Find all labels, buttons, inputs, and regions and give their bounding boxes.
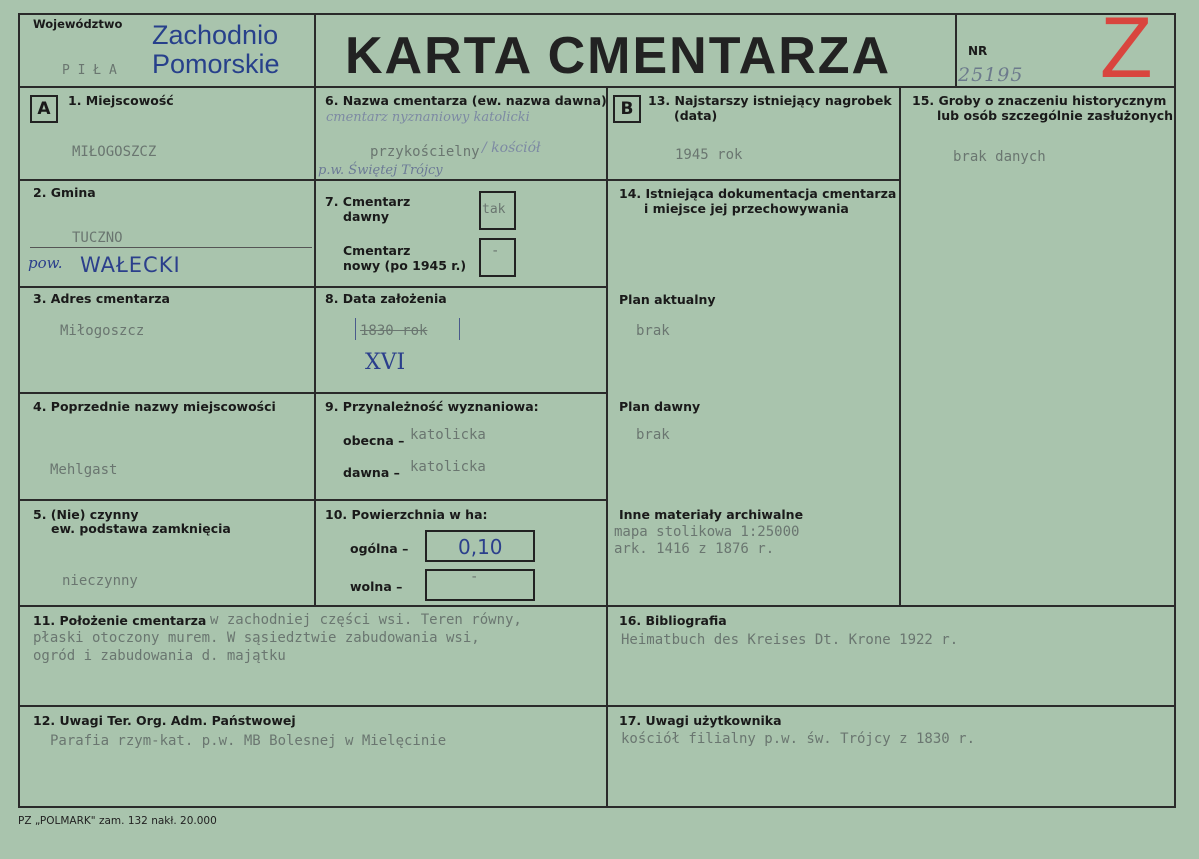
frame-right	[1174, 13, 1176, 808]
f6-hand-3: p.w. Świętej Trójcy	[318, 163, 443, 178]
f12-label: 12. Uwagi Ter. Org. Adm. Państwowej	[33, 713, 296, 728]
print-footer: PZ „POLMARK" zam. 132 nakł. 20.000	[18, 815, 217, 827]
f10-label: 10. Powierzchnia w ha:	[325, 507, 488, 522]
row-h3	[18, 392, 608, 394]
wojewodztwo-label: Województwo	[33, 17, 123, 31]
f16-value: Heimatbuch des Kreises Dt. Krone 1922 r.	[621, 632, 959, 648]
f13-value: 1945 rok	[675, 147, 743, 163]
f9-label: 9. Przynależność wyznaniowa:	[325, 399, 539, 414]
header-v1	[314, 13, 316, 88]
wojewodztwo-typed: P I Ł A	[62, 63, 117, 78]
frame-left	[18, 13, 20, 808]
f9-dawna-value: katolicka	[410, 459, 486, 475]
row-h2	[18, 286, 608, 288]
f11-label: 11. Położenie cmentarza	[33, 613, 207, 628]
f4-value: Mehlgast	[50, 462, 118, 478]
f9-obecna-label: obecna –	[343, 433, 405, 448]
f3-label: 3. Adres cmentarza	[33, 291, 170, 306]
f7-nowy-label-1: Cmentarz	[343, 243, 411, 258]
wojewodztwo-stamp-line2: Pomorskie	[152, 49, 280, 79]
f14-plan-daw-label: Plan dawny	[619, 399, 701, 414]
nr-label: NR	[968, 44, 988, 58]
frame-top	[18, 13, 1176, 15]
f10-ogolna-label: ogólna –	[350, 541, 409, 556]
f14-plan-akt-value: brak	[636, 323, 670, 339]
f5-value: nieczynny	[62, 573, 138, 589]
f5-label-1: 5. (Nie) czynny	[33, 507, 139, 522]
wojewodztwo-stamp-line1: Zachodnio	[152, 20, 279, 50]
f7-label-1: 7. Cmentarz	[325, 194, 411, 209]
col-v2	[606, 86, 608, 807]
gmina-underline	[30, 247, 312, 248]
f2-value: TUCZNO	[72, 230, 123, 246]
f12-value: Parafia rzym-kat. p.w. MB Bolesnej w Mielęcinie	[50, 733, 447, 749]
f14-plan-akt-label: Plan aktualny	[619, 292, 716, 307]
f2-pow-prefix: pow.	[28, 254, 63, 272]
f6-hand-2: / kościół	[482, 140, 541, 156]
f13-label-1: 13. Najstarszy istniejący nagrobek	[648, 93, 892, 108]
f6-typed: przykościelny	[370, 144, 480, 160]
section-a-box: A	[30, 95, 58, 123]
f6-hand-1: cmentarz nyznaniowy katolicki	[326, 110, 530, 125]
f14-inne-line2: ark. 1416 z 1876 r.	[614, 541, 775, 557]
f10-ogolna-value: 0,10	[458, 535, 503, 559]
f10-wolna-box	[425, 569, 535, 601]
f4-label: 4. Poprzednie nazwy miejscowości	[33, 399, 276, 414]
f10-wolna-label: wolna –	[350, 579, 403, 594]
f17-label: 17. Uwagi użytkownika	[619, 713, 782, 728]
f6-label: 6. Nazwa cmentarza (ew. nazwa dawna)	[325, 93, 607, 108]
f17-value: kościół filialny p.w. św. Trójcy z 1830 r.	[621, 731, 976, 747]
f1-label: 1. Miejscowość	[68, 93, 174, 108]
f1-value: MIŁOGOSZCZ	[72, 144, 157, 160]
header-v2	[955, 13, 957, 88]
row-h1	[18, 179, 608, 181]
f11-line2: płaski otoczony murem. W sąsiedztwie zabudowania wsi,	[33, 630, 480, 646]
f2-pow-value: WAŁECKI	[80, 253, 181, 277]
row-h5	[18, 605, 1176, 607]
f5-label-2: ew. podstawa zamknięcia	[51, 521, 231, 536]
f7-nowy-value: -	[491, 243, 500, 259]
row-h6	[18, 705, 1176, 707]
f7-nowy-label-2: nowy (po 1945 r.)	[343, 258, 467, 273]
f13-label-2: (data)	[674, 108, 718, 123]
f9-obecna-value: katolicka	[410, 427, 486, 443]
f15-value: brak danych	[953, 149, 1046, 165]
f2-label: 2. Gmina	[33, 185, 96, 200]
f11-line1: w zachodniej części wsi. Teren równy,	[210, 612, 522, 628]
col-v1	[314, 86, 316, 607]
col-v3	[899, 86, 901, 607]
f3-value: Miłogoszcz	[60, 323, 145, 339]
f8-typed: 1830 rok	[360, 323, 428, 339]
f9-dawna-label: dawna –	[343, 465, 400, 480]
f8-hand: XVI	[365, 350, 406, 375]
header-divider	[18, 86, 1176, 88]
page-title: KARTA CMENTARZA	[345, 27, 892, 85]
f11-line3: ogród i zabudowania d. majątku	[33, 648, 286, 664]
f7-label-2: dawny	[343, 209, 389, 224]
f7-dawny-value: tak	[482, 202, 506, 217]
f16-label: 16. Bibliografia	[619, 613, 727, 628]
row-h1b	[606, 179, 901, 181]
f8-bracket	[355, 318, 460, 340]
f14-label-2: i miejsce jej przechowywania	[644, 201, 849, 216]
frame-bottom	[18, 806, 1176, 808]
f14-inne-label: Inne materiały archiwalne	[619, 507, 804, 522]
row-h4	[18, 499, 608, 501]
f10-wolna-value: -	[470, 569, 479, 585]
nr-value: 25195	[958, 64, 1024, 86]
section-b-box: B	[613, 95, 641, 123]
f8-label: 8. Data założenia	[325, 291, 447, 306]
f15-label-2: lub osób szczególnie zasłużonych	[937, 108, 1174, 123]
f14-inne-line1: mapa stolikowa 1:25000	[614, 524, 800, 540]
f15-label-1: 15. Groby o znaczeniu historycznym	[912, 93, 1167, 108]
f14-label-1: 14. Istniejąca dokumentacja cmentarza	[619, 186, 897, 201]
category-letter: Z	[1100, 0, 1153, 96]
f14-plan-daw-value: brak	[636, 427, 670, 443]
